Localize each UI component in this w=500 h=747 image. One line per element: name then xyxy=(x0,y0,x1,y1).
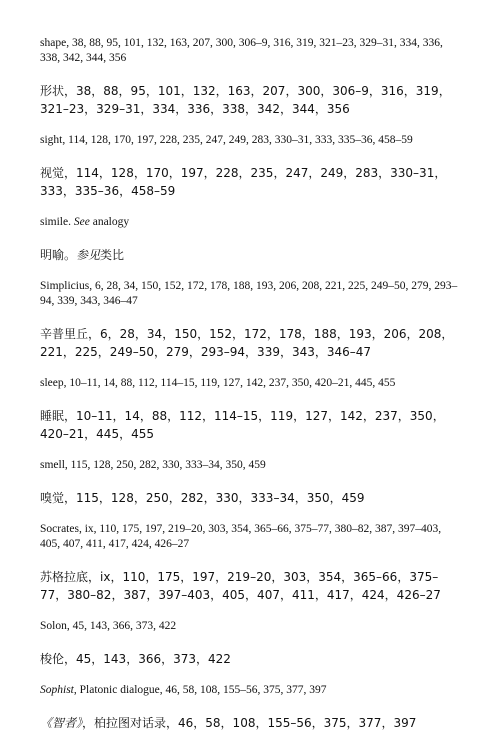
entry-head: 嗅觉 xyxy=(40,491,65,505)
entry-head: sleep xyxy=(40,377,64,389)
entry-pages: 类比 xyxy=(100,248,125,262)
entry-pages: , ix, 110, 175, 197, 219–20, 303, 354, 365–66, 375–77, 380–82, 387, 397–403, 405, 407, 411, 417, 424, 426–27 xyxy=(40,523,442,550)
entry-pages: ，10–11，14，88，112，114–15，119，127，142，237，350，420–21，445，455 xyxy=(40,409,445,441)
index-entry-shape-zh xyxy=(40,82,464,118)
index-entry-socrates xyxy=(40,522,464,552)
entry-head: simile. xyxy=(40,216,74,228)
index-entry-shape xyxy=(40,36,464,66)
entry-head: Socrates xyxy=(40,523,79,535)
entry-pages: ，45，143，366，373，422 xyxy=(64,652,231,666)
entry-pages: , 10–11, 14, 88, 112, 114–15, 119, 127, 142, 237, 350, 420–21, 445, 455 xyxy=(63,377,396,389)
entry-head: shape xyxy=(40,37,67,49)
entry-head: 睡眠 xyxy=(40,409,65,423)
index-entry-sophist-zh xyxy=(40,714,464,732)
index-entry-simplicius-zh xyxy=(40,325,464,361)
entry-pages: ，柏拉图对话录，46，58，108，155–56，375，377，397 xyxy=(82,716,417,730)
entry-head: Simplicius xyxy=(40,280,90,292)
entry-head: 《智者》 xyxy=(40,716,83,730)
entry-head: 苏格拉底 xyxy=(40,570,89,584)
entry-pages: ，114，128，170，197，228，235，247，249，283，330–31，333，335–36，458–59 xyxy=(40,166,447,198)
entry-pages: ，38，88，95，101，132，163，207，300，306–9，316，319，321–23，329–31，334，336，338，342，344，356 xyxy=(40,84,451,116)
index-entry-sleep-zh xyxy=(40,407,464,443)
entry-head: sight xyxy=(40,134,63,146)
entry-pages: , 115, 128, 250, 282, 330, 333–34, 350, 459 xyxy=(64,459,266,471)
index-entry-simile-zh xyxy=(40,246,464,264)
index-entry-sleep xyxy=(40,376,464,391)
index-entry-sophist xyxy=(40,683,464,698)
index-entry-solon xyxy=(40,619,464,634)
index-entry-smell-zh xyxy=(40,489,464,507)
entry-pages: ，115，128，250，282，330，333–34，350，459 xyxy=(64,491,365,505)
index-entry-simplicius xyxy=(40,279,464,309)
entry-pages: , 45, 143, 366, 373, 422 xyxy=(66,620,177,632)
index-entry-sight-zh xyxy=(40,164,464,200)
index-entry-simile xyxy=(40,215,464,230)
entry-pages: ，6，28，34，150，152，172，178，188，193，206，208，221，225，249–50，279，293–94，339，343，346–47 xyxy=(40,327,454,359)
entry-head: Sophist xyxy=(40,684,74,696)
see-reference: See xyxy=(73,216,90,228)
index-page xyxy=(40,36,464,747)
index-entry-smell xyxy=(40,458,464,473)
see-reference: 参见 xyxy=(76,248,101,262)
entry-head: 明喻。 xyxy=(40,248,77,262)
entry-head: 梭伦 xyxy=(40,652,65,666)
index-entry-sight xyxy=(40,133,464,148)
entry-head: 形状 xyxy=(40,84,65,98)
entry-pages: , 6, 28, 34, 150, 152, 172, 178, 188, 193, 206, 208, 221, 225, 249–50, 279, 293–94, 339, 343, 346–47 xyxy=(40,280,458,307)
entry-head: 视觉 xyxy=(40,166,65,180)
entry-head: smell xyxy=(40,459,65,471)
index-entry-solon-zh xyxy=(40,650,464,668)
entry-head: 辛普里丘 xyxy=(40,327,89,341)
entry-pages: ，ix，110，175，197，219–20，303，354，365–66，375–77，380–82，387，397–403，405，407，411，417，424，426–27 xyxy=(40,570,441,602)
entry-head: Solon xyxy=(40,620,67,632)
entry-pages: , 114, 128, 170, 197, 228, 235, 247, 249, 283, 330–31, 333, 335–36, 458–59 xyxy=(62,134,413,146)
entry-pages: , 38, 88, 95, 101, 132, 163, 207, 300, 306–9, 316, 319, 321–23, 329–31, 334, 336, 338, 342, 344, 356 xyxy=(40,37,443,64)
entry-pages: analogy xyxy=(89,216,130,228)
entry-pages: , Platonic dialogue, 46, 58, 108, 155–56, 375, 377, 397 xyxy=(73,684,327,696)
index-entry-socrates-zh xyxy=(40,568,464,604)
